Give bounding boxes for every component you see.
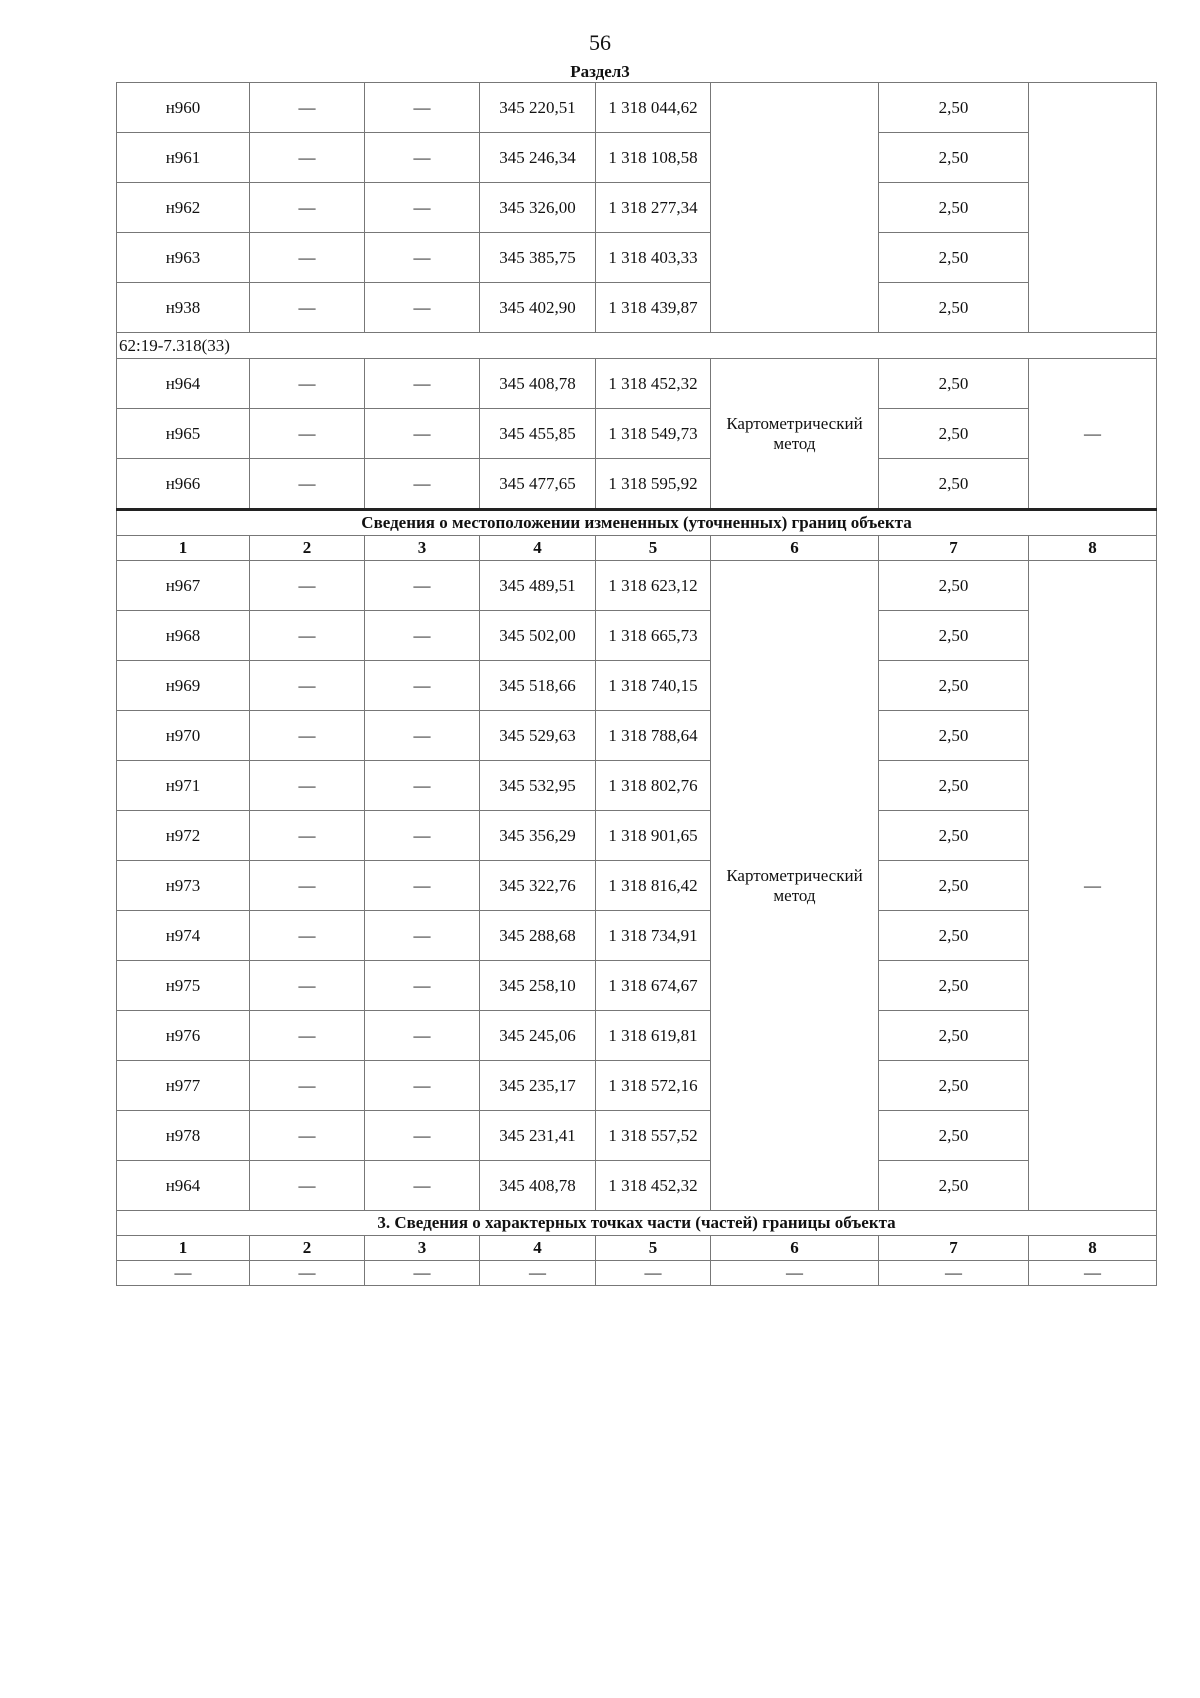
cell-col3: — (365, 711, 480, 761)
point-number-cell: н961 (117, 133, 250, 183)
coord-x-cell: 345 356,29 (480, 811, 596, 861)
column-header: 1 (117, 1236, 250, 1261)
accuracy-cell: 2,50 (879, 561, 1029, 611)
point-number-cell: н968 (117, 611, 250, 661)
table-row (117, 1161, 1157, 1211)
cell-col2: — (250, 283, 365, 333)
cell-col3: — (365, 233, 480, 283)
column-header: 6 (711, 1236, 879, 1261)
cell-col3: — (365, 561, 480, 611)
point-number-cell: н964 (117, 1161, 250, 1211)
section-title-row (117, 1211, 1157, 1236)
cell-col3: — (365, 359, 480, 409)
section-title: Сведения о местоположении измененных (уточненных) границ объекта (117, 510, 1157, 536)
coord-y-cell: 1 318 595,92 (596, 459, 711, 510)
empty-cell: — (365, 1261, 480, 1286)
cell-col2: — (250, 1161, 365, 1211)
table-row (117, 761, 1157, 811)
coord-y-cell: 1 318 816,42 (596, 861, 711, 911)
table-row (117, 359, 1157, 409)
coord-y-cell: 1 318 277,34 (596, 183, 711, 233)
point-number-cell: н969 (117, 661, 250, 711)
coord-x-cell: 345 245,06 (480, 1011, 596, 1061)
coord-y-cell: 1 318 044,62 (596, 83, 711, 133)
coord-y-cell: 1 318 452,32 (596, 1161, 711, 1211)
coord-x-cell: 345 455,85 (480, 409, 596, 459)
coord-y-cell: 1 318 740,15 (596, 661, 711, 711)
cell-col3: — (365, 83, 480, 133)
cell-col2: — (250, 561, 365, 611)
coord-y-cell: 1 318 674,67 (596, 961, 711, 1011)
cadastral-row (117, 333, 1157, 359)
table-row (117, 711, 1157, 761)
point-number-cell: н963 (117, 233, 250, 283)
coord-x-cell: 345 322,76 (480, 861, 596, 911)
coord-x-cell: 345 326,00 (480, 183, 596, 233)
coord-y-cell: 1 318 452,32 (596, 359, 711, 409)
coord-x-cell: 345 246,34 (480, 133, 596, 183)
accuracy-cell: 2,50 (879, 459, 1029, 510)
point-number-cell: н973 (117, 861, 250, 911)
accuracy-cell: 2,50 (879, 283, 1029, 333)
coord-x-cell: 345 518,66 (480, 661, 596, 711)
coord-y-cell: 1 318 665,73 (596, 611, 711, 661)
cell-col2: — (250, 83, 365, 133)
table-row (117, 961, 1157, 1011)
accuracy-cell: 2,50 (879, 1161, 1029, 1211)
cell-col2: — (250, 459, 365, 510)
table-body (117, 83, 1157, 1286)
accuracy-cell: 2,50 (879, 711, 1029, 761)
cadastral-number: 62:19-7.318(33) (117, 333, 1157, 359)
cell-col2: — (250, 911, 365, 961)
empty-cell: — (711, 1261, 879, 1286)
empty-cell: — (879, 1261, 1029, 1286)
coord-x-cell: 345 235,17 (480, 1061, 596, 1111)
cell-col2: — (250, 133, 365, 183)
coord-x-cell: 345 502,00 (480, 611, 596, 661)
table-row (117, 183, 1157, 233)
cell-col3: — (365, 611, 480, 661)
col8-dash-cell: — (1029, 561, 1157, 1211)
method-cell: Картометрический метод (711, 561, 879, 1211)
coord-x-cell: 345 408,78 (480, 359, 596, 409)
point-number-cell: н964 (117, 359, 250, 409)
table-row (117, 1011, 1157, 1061)
table-row (117, 1261, 1157, 1286)
column-header: 5 (596, 536, 711, 561)
accuracy-cell: 2,50 (879, 1111, 1029, 1161)
section-title: 3. Сведения о характерных точках части (частей) границы объекта (117, 1211, 1157, 1236)
coord-x-cell: 345 231,41 (480, 1111, 596, 1161)
point-number-cell: н978 (117, 1111, 250, 1161)
cell-col2: — (250, 961, 365, 1011)
coord-y-cell: 1 318 788,64 (596, 711, 711, 761)
cell-col3: — (365, 761, 480, 811)
table-row (117, 561, 1157, 611)
point-number-cell: н938 (117, 283, 250, 333)
point-number-cell: н970 (117, 711, 250, 761)
column-header-row (117, 536, 1157, 561)
table-row (117, 811, 1157, 861)
column-header: 6 (711, 536, 879, 561)
coord-x-cell: 345 529,63 (480, 711, 596, 761)
accuracy-cell: 2,50 (879, 761, 1029, 811)
accuracy-cell: 2,50 (879, 133, 1029, 183)
accuracy-cell: 2,50 (879, 911, 1029, 961)
column-header: 2 (250, 1236, 365, 1261)
coord-x-cell: 345 532,95 (480, 761, 596, 811)
cell-col3: — (365, 911, 480, 961)
section-title-row (117, 510, 1157, 536)
column-header: 2 (250, 536, 365, 561)
page-number: 56 (589, 30, 611, 55)
point-number-cell: н965 (117, 409, 250, 459)
cell-col2: — (250, 711, 365, 761)
coord-y-cell: 1 318 572,16 (596, 1061, 711, 1111)
accuracy-cell: 2,50 (879, 811, 1029, 861)
point-number-cell: н966 (117, 459, 250, 510)
cell-col2: — (250, 611, 365, 661)
accuracy-cell: 2,50 (879, 359, 1029, 409)
point-number-cell: н975 (117, 961, 250, 1011)
point-number-cell: н967 (117, 561, 250, 611)
col8-dash-cell: — (1029, 359, 1157, 510)
coord-y-cell: 1 318 108,58 (596, 133, 711, 183)
cell-col2: — (250, 1061, 365, 1111)
cell-col2: — (250, 359, 365, 409)
cell-col3: — (365, 1011, 480, 1061)
table-row (117, 661, 1157, 711)
accuracy-cell: 2,50 (879, 611, 1029, 661)
empty-cell: — (1029, 1261, 1157, 1286)
method-cell: Картометрический метод (711, 359, 879, 510)
table-row (117, 133, 1157, 183)
column-header: 4 (480, 1236, 596, 1261)
point-number-cell: н974 (117, 911, 250, 961)
cell-col2: — (250, 183, 365, 233)
column-header: 8 (1029, 1236, 1157, 1261)
table-row (117, 283, 1157, 333)
table-row (117, 1061, 1157, 1111)
cell-col3: — (365, 861, 480, 911)
accuracy-cell: 2,50 (879, 409, 1029, 459)
accuracy-cell: 2,50 (879, 1061, 1029, 1111)
point-number-cell: н972 (117, 811, 250, 861)
accuracy-cell: 2,50 (879, 961, 1029, 1011)
coord-x-cell: 345 258,10 (480, 961, 596, 1011)
table-row (117, 459, 1157, 510)
accuracy-cell: 2,50 (879, 661, 1029, 711)
column-header: 7 (879, 1236, 1029, 1261)
coord-x-cell: 345 402,90 (480, 283, 596, 333)
cell-col2: — (250, 409, 365, 459)
cell-col3: — (365, 811, 480, 861)
method-cell-continued (711, 83, 879, 333)
column-header: 3 (365, 1236, 480, 1261)
point-number-cell: н962 (117, 183, 250, 233)
table-row (117, 233, 1157, 283)
point-number-cell: н960 (117, 83, 250, 133)
cell-col3: — (365, 283, 480, 333)
cell-col3: — (365, 961, 480, 1011)
coord-x-cell: 345 408,78 (480, 1161, 596, 1211)
boundary-points-table (116, 82, 1157, 1286)
cell-col3: — (365, 183, 480, 233)
table-row (117, 409, 1157, 459)
coord-y-cell: 1 318 802,76 (596, 761, 711, 811)
coord-x-cell: 345 385,75 (480, 233, 596, 283)
empty-cell: — (596, 1261, 711, 1286)
cell-col3: — (365, 1111, 480, 1161)
point-number-cell: н977 (117, 1061, 250, 1111)
cell-col2: — (250, 861, 365, 911)
section-label: Раздел3 (570, 62, 630, 81)
coord-y-cell: 1 318 623,12 (596, 561, 711, 611)
table-row (117, 611, 1157, 661)
cell-col3: — (365, 661, 480, 711)
empty-cell: — (117, 1261, 250, 1286)
cell-col2: — (250, 811, 365, 861)
coord-x-cell: 345 489,51 (480, 561, 596, 611)
cell-col2: — (250, 233, 365, 283)
column-header: 3 (365, 536, 480, 561)
cell-col3: — (365, 133, 480, 183)
coord-y-cell: 1 318 619,81 (596, 1011, 711, 1061)
coord-y-cell: 1 318 403,33 (596, 233, 711, 283)
cell-col8-continued (1029, 83, 1157, 333)
table-row (117, 911, 1157, 961)
coord-y-cell: 1 318 734,91 (596, 911, 711, 961)
empty-cell: — (250, 1261, 365, 1286)
cell-col2: — (250, 1011, 365, 1061)
coord-x-cell: 345 288,68 (480, 911, 596, 961)
point-number-cell: н971 (117, 761, 250, 811)
column-header: 4 (480, 536, 596, 561)
accuracy-cell: 2,50 (879, 233, 1029, 283)
cell-col3: — (365, 459, 480, 510)
cell-col2: — (250, 761, 365, 811)
empty-cell: — (480, 1261, 596, 1286)
coord-x-cell: 345 220,51 (480, 83, 596, 133)
column-header: 5 (596, 1236, 711, 1261)
coord-y-cell: 1 318 901,65 (596, 811, 711, 861)
coord-y-cell: 1 318 557,52 (596, 1111, 711, 1161)
column-header-row (117, 1236, 1157, 1261)
table-row (117, 861, 1157, 911)
coord-y-cell: 1 318 549,73 (596, 409, 711, 459)
cell-col2: — (250, 1111, 365, 1161)
accuracy-cell: 2,50 (879, 861, 1029, 911)
cell-col3: — (365, 409, 480, 459)
column-header: 8 (1029, 536, 1157, 561)
coord-x-cell: 345 477,65 (480, 459, 596, 510)
cell-col3: — (365, 1061, 480, 1111)
point-number-cell: н976 (117, 1011, 250, 1061)
accuracy-cell: 2,50 (879, 1011, 1029, 1061)
table-row (117, 1111, 1157, 1161)
column-header: 7 (879, 536, 1029, 561)
table-row (117, 83, 1157, 133)
column-header: 1 (117, 536, 250, 561)
cell-col2: — (250, 661, 365, 711)
accuracy-cell: 2,50 (879, 183, 1029, 233)
cell-col3: — (365, 1161, 480, 1211)
coord-y-cell: 1 318 439,87 (596, 283, 711, 333)
accuracy-cell: 2,50 (879, 83, 1029, 133)
